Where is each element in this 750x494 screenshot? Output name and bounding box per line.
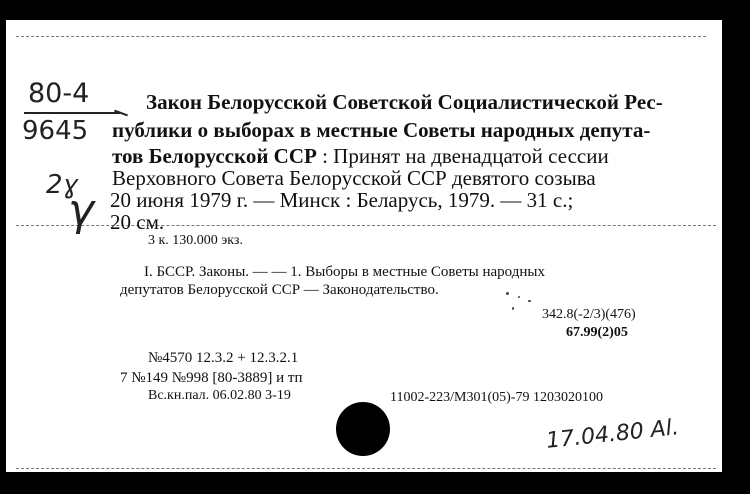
entry-line-4: Верховного Совета Белорусской ССР девятого созыва <box>112 166 596 190</box>
inventory-line-1: №4570 12.3.2 + 12.3.2.1 <box>148 350 299 366</box>
entry-line-6: 20 см. <box>110 210 165 234</box>
entry-line-2: публики о выборах в местные Советы народных депута- <box>112 118 651 142</box>
tracings-line-2: депутатов Белорусской ССР — Законодательство. <box>120 282 439 298</box>
call-number-rule <box>24 112 120 114</box>
catalog-card <box>6 20 722 472</box>
speck <box>518 296 520 298</box>
punch-hole <box>336 402 390 456</box>
handwritten-date: 17.04.80 Al. <box>545 415 681 454</box>
dashed-line <box>16 36 706 37</box>
entry-line-1: Закон Белорусской Советской Социалистической Рес- <box>146 90 663 114</box>
inventory-line-2: 7 №149 №998 [80-3889] и тп <box>120 370 303 386</box>
call-number-bottom: 9645 <box>22 116 89 146</box>
call-number-top: 80-4 <box>28 78 90 109</box>
classification-number: 342.8(-2/3)(476) <box>542 307 636 322</box>
speck <box>506 292 509 295</box>
entry-line-3: тов Белорусской ССР : Принят на двенадцатой сессии <box>112 144 609 168</box>
handwritten-side-mark-loop: γ <box>68 185 95 236</box>
handwritten-side-mark: 2ɣ <box>46 170 79 200</box>
entry-line-5: 20 июня 1979 г. — Минск : Беларусь, 1979. — 31 с.; <box>110 188 574 212</box>
classification-index: 67.99(2)05 <box>566 325 628 340</box>
dashed-line <box>16 468 716 469</box>
inventory-line-3: Вс.кн.пал. 06.02.80 3-19 <box>148 388 291 403</box>
speck <box>512 307 514 310</box>
price-print-run: 3 к. 130.000 экз. <box>148 233 243 248</box>
speck <box>528 300 531 302</box>
card-code: 11002-223/М301(05)-79 1203020100 <box>390 390 603 405</box>
tracings-line-1: I. БССР. Законы. — — 1. Выборы в местные Советы народных <box>144 264 545 280</box>
